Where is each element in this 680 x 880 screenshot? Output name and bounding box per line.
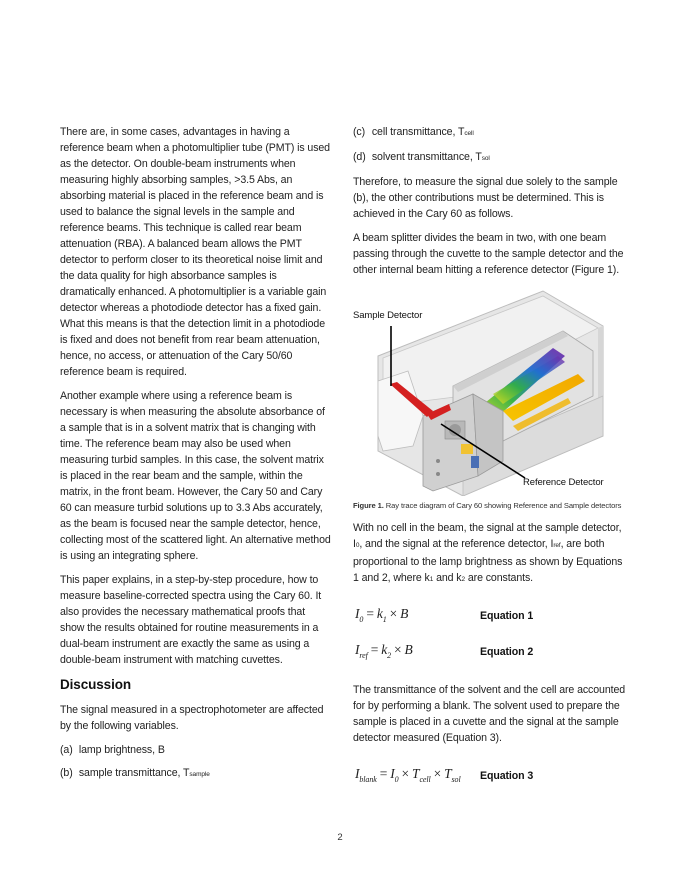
equation-expression: $I_{blank} = I_0 \times T_{cell} \times T_{sol}$ — [355, 766, 461, 784]
equation-label: Equation 2 — [480, 646, 534, 658]
variable-text: solvent transmittance, T — [371, 151, 482, 163]
list-marker: (d) — [353, 151, 366, 163]
variable-item-d — [353, 149, 628, 167]
paragraph-no-cell: With no cell in the beam, the signal at the sample detector, I0, and the signal at the reference detector, Iref, are both proportional to the lamp brightness as shown by Equations 1 and 2, where k1 and k2 are constants. — [353, 522, 623, 584]
variable-item-c — [353, 124, 628, 142]
equation-label: Equation 1 — [480, 610, 534, 622]
equation-expression: $I_0 = k_1 \times B$ — [355, 606, 409, 624]
variable-item-b — [60, 765, 332, 783]
equation-3 — [353, 756, 628, 792]
right-column — [353, 124, 628, 792]
paragraph-therefore: Therefore, to measure the signal due solely to the sample (b), the other contributions must be determined. This is achieved in the Cary 60 as follows. — [353, 176, 618, 220]
figure-caption-text: Ray trace diagram of Cary 60 showing Reference and Sample detectors — [383, 501, 622, 510]
equation-label: Equation 3 — [480, 770, 534, 782]
equation-expression: $I_{ref} = k_2 \times B$ — [355, 642, 413, 660]
paragraph-discussion-intro: The signal measured in a spectrophotometer are affected by the following variables. — [60, 704, 324, 732]
variable-text: lamp brightness, B — [78, 744, 165, 756]
variable-text: sample transmittance, T — [78, 767, 190, 779]
paragraph-rba: There are, in some cases, advantages in having a reference beam when a photomultiplier tube (PMT) is used as the detector. On double-beam instruments when measuring highly absorbing samples, >3.5 Abs, an absorbing material is placed in the reference beam and is used to balance the signal levels in the sample and reference beams. This technique is called rear beam attenuation (RBA). A balanced beam allows the PMT detector to perform closer to its theoretical noise limit and the data quality for high absorbance samples is dramatically enhanced. A photomultiplier is a variable gain detector whereas a photodiode detector has a fixed gain. What this means is that the detection limit in a photodiode is fixed and does not benefit from rear beam attenuation, hence, no access, or attenuation of the Cary 50/60 reference beam is required. — [60, 126, 330, 378]
variable-subscript: sample — [189, 771, 210, 778]
figure-caption-number: Figure 1. — [353, 501, 384, 510]
figure-ray-trace-diagram — [353, 286, 628, 496]
paragraph-blank: The transmittance of the solvent and the cell are accounted for by performing a blank. The solvent used to prepare the sample is placed in a cuvette and the signal at the sample detector measured (Equation 3). — [353, 684, 626, 744]
list-marker: (b) — [60, 767, 73, 779]
variable-subscript: sol — [481, 155, 490, 162]
paragraph-beam-splitter: A beam splitter divides the beam in two, with one beam passing through the cuvette to the sample detector and the other internal beam hitting a reference detector (Figure 1). — [353, 232, 624, 276]
paragraph-purpose: This paper explains, in a step-by-step procedure, how to measure baseline-corrected spectra using the Cary 60. It also provides the necessary mathematical proofs that show the results obtained for routine measurements in a dual-beam instrument are exactly the same as using a double-beam instrument with matching cuvettes. — [60, 574, 322, 666]
label-reference-detector: Reference Detector — [523, 477, 604, 488]
variable-item-a — [60, 742, 332, 758]
variable-subscript: cell — [464, 130, 474, 137]
label-sample-detector: Sample Detector — [353, 310, 423, 321]
section-heading-discussion: Discussion — [60, 677, 132, 692]
list-marker: (a) — [60, 744, 73, 756]
equation-1 — [353, 596, 628, 632]
left-column — [60, 124, 332, 790]
equation-2 — [353, 632, 628, 668]
figure-caption — [353, 500, 628, 511]
variable-text: cell transmittance, T — [371, 126, 465, 138]
paragraph-reference-beam: Another example where using a reference beam is necessary is when measuring the absolute absorbance of a sample that is in a solvent matrix that is changing with time. The reference beam may also be used when measuring turbid samples. In this case, the solvent matrix is placed in the rear beam and the sample, within the matrix, in the front beam. However, the Cary 50 and Cary 60 can measure turbid solutions up to 3.3 Abs accurately, as the beam is focused near the sample detector, hence, collecting most of the scattered light. An alternative method is using an integrating sphere. — [60, 390, 331, 562]
list-marker: (c) — [353, 126, 366, 138]
page-number: 2 — [337, 832, 343, 843]
